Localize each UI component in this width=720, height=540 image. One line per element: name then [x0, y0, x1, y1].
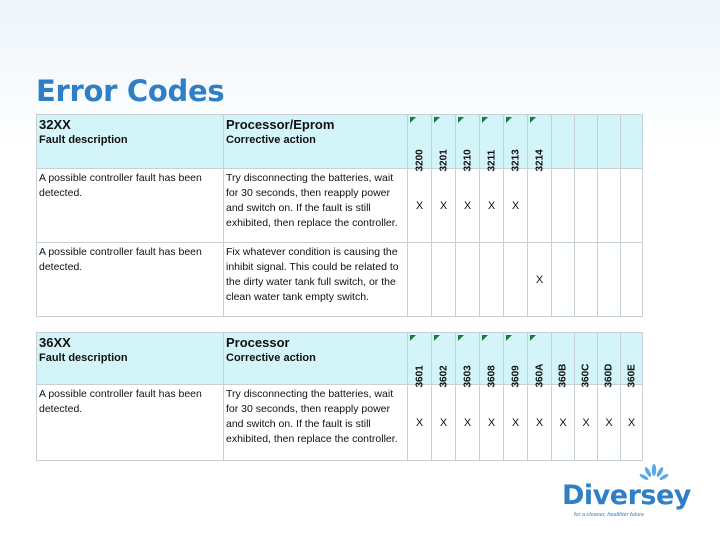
error-table-36xx [36, 332, 643, 461]
mark-cell: X [504, 385, 528, 461]
comment-marker-icon [506, 117, 512, 123]
code-header [598, 333, 621, 388]
comment-marker-icon [410, 335, 416, 341]
fault-cell [37, 169, 224, 243]
mark-cell: X [480, 385, 504, 461]
comment-marker-icon [530, 335, 536, 341]
code-label: 3213 [510, 149, 521, 172]
mark-cell [456, 243, 480, 317]
mark-cell: X [408, 169, 432, 243]
empty-cell [621, 243, 643, 317]
mark-cell: X [432, 385, 456, 461]
mark-cell: X [528, 243, 552, 317]
fault-description-header: Fault description [39, 134, 128, 146]
fault-cell [37, 385, 224, 461]
action-text: Fix whatever condition is causing the inhibit signal. This could be related to the dirty water tank full switch, or the clean water tank empty switch. [226, 246, 399, 303]
code-label: 3211 [486, 149, 497, 172]
code-header [480, 333, 504, 388]
code-header [528, 333, 552, 388]
code-header [480, 115, 504, 172]
comment-marker-icon [506, 335, 512, 341]
corrective-action-header: Corrective action [226, 134, 316, 146]
code-label: 3609 [510, 365, 521, 388]
code-header [528, 115, 552, 172]
comment-marker-icon [482, 117, 488, 123]
comment-marker-icon [434, 335, 440, 341]
mark-cell: X [456, 169, 480, 243]
code-label: 360C [580, 363, 592, 388]
category-header [224, 115, 408, 169]
category-title: Processor/Eprom [226, 117, 335, 132]
mark-cell [480, 243, 504, 317]
mark-cell [528, 169, 552, 243]
code-header [432, 333, 456, 388]
action-text: Try disconnecting the batteries, wait for 30 seconds, then reapply power and switch on. If the fault is still exhibited, then replace the controller. [226, 388, 398, 445]
code-label: 360A [534, 363, 545, 388]
comment-marker-icon [530, 117, 536, 123]
code-label: 3602 [438, 365, 449, 388]
fault-text: A possible controller fault has been detected. [39, 388, 202, 415]
mark-cell: X [480, 169, 504, 243]
comment-marker-icon [458, 117, 464, 123]
error-table-32xx [36, 114, 643, 317]
code-header [575, 333, 598, 388]
fault-text: A possible controller fault has been detected. [39, 172, 202, 199]
code-label: 3201 [438, 149, 449, 172]
category-header [224, 333, 408, 385]
category-title: Processor [226, 335, 290, 350]
logo-tagline: for a cleaner, healthier future [574, 512, 645, 518]
mark-cell: X [621, 385, 643, 461]
code-header [408, 115, 432, 172]
comment-marker-icon [482, 335, 488, 341]
code-header [504, 333, 528, 388]
empty-header-cell [598, 115, 621, 169]
code-header [456, 115, 480, 172]
group-code-header [37, 115, 224, 169]
table-row [37, 385, 643, 461]
table-row [37, 169, 643, 243]
group-code: 32XX [39, 117, 71, 132]
empty-cell [598, 169, 621, 243]
mark-cell: X [552, 385, 575, 461]
mark-cell: X [598, 385, 621, 461]
mark-cell: X [408, 385, 432, 461]
code-label: 3603 [462, 365, 473, 388]
comment-marker-icon [458, 335, 464, 341]
empty-cell [575, 243, 598, 317]
mark-cell: X [504, 169, 528, 243]
mark-cell [432, 243, 456, 317]
empty-header-cell [552, 115, 575, 169]
action-cell [224, 385, 408, 461]
code-header [456, 333, 480, 388]
code-label: 3214 [534, 149, 545, 172]
code-label: 360B [557, 363, 569, 388]
code-header [621, 333, 643, 388]
action-cell [224, 169, 408, 243]
code-label: 3608 [486, 365, 497, 388]
mark-cell: X [575, 385, 598, 461]
mark-cell [408, 243, 432, 317]
action-text: Try disconnecting the batteries, wait for 30 seconds, then reapply power and switch on. If the fault is still exhibited, then replace the controller. [226, 172, 398, 229]
code-header [504, 115, 528, 172]
empty-cell [552, 169, 575, 243]
action-cell [224, 243, 408, 317]
code-label: 3200 [414, 149, 425, 172]
mark-cell: X [456, 385, 480, 461]
code-header [552, 333, 575, 388]
fault-text: A possible controller fault has been detected. [39, 246, 202, 273]
fault-cell [37, 243, 224, 317]
mark-cell [504, 243, 528, 317]
diversey-logo [560, 462, 700, 522]
empty-cell [598, 243, 621, 317]
mark-cell: X [432, 169, 456, 243]
comment-marker-icon [434, 117, 440, 123]
group-code: 36XX [39, 335, 71, 350]
code-label: 360E [626, 364, 637, 388]
table-row [37, 243, 643, 317]
code-label: 360D [603, 363, 615, 388]
mark-cell: X [528, 385, 552, 461]
group-code-header [37, 333, 224, 385]
page-title: Error Codes [36, 74, 225, 108]
empty-header-cell [575, 115, 598, 169]
code-header [408, 333, 432, 388]
comment-marker-icon [410, 117, 416, 123]
code-label: 3210 [462, 149, 473, 172]
logo-wordmark: Diversey [562, 480, 691, 511]
empty-header-cell [621, 115, 643, 169]
code-label: 3601 [414, 365, 425, 388]
empty-cell [575, 169, 598, 243]
empty-cell [552, 243, 575, 317]
code-header [432, 115, 456, 172]
fault-description-header: Fault description [39, 352, 128, 364]
empty-cell [621, 169, 643, 243]
corrective-action-header: Corrective action [226, 352, 316, 364]
